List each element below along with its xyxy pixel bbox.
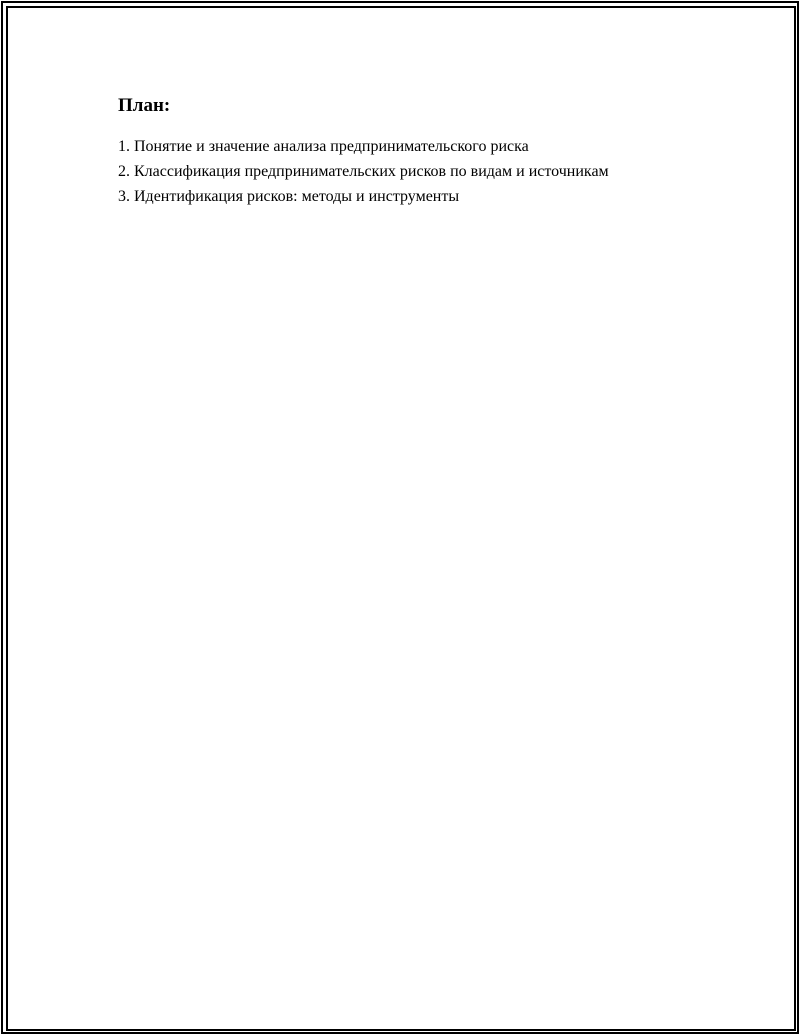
plan-item-2: 2. Классификация предпринимательских рисков по видам и источникам xyxy=(118,163,609,180)
plan-item-3: 3. Идентификация рисков: методы и инструменты xyxy=(118,188,460,205)
plan-heading: План: xyxy=(118,95,171,116)
plan-list xyxy=(118,134,738,209)
plan-item-1: 1. Понятие и значение анализа предпринимательского риска xyxy=(118,138,529,155)
document-content xyxy=(118,92,738,209)
